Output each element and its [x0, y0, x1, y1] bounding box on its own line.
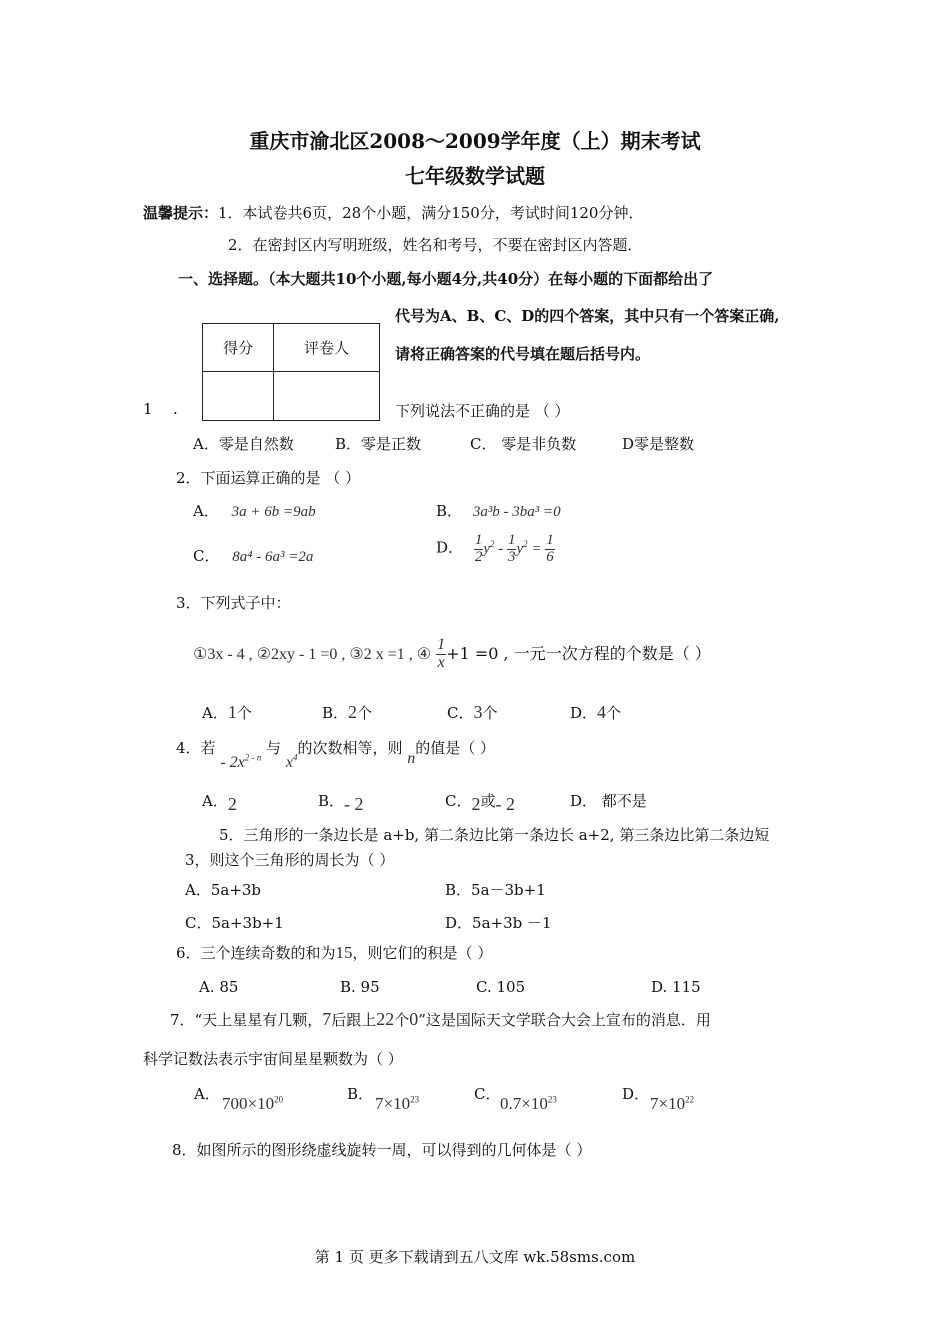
- q5-option-c: C．5a+3b+1: [185, 914, 284, 932]
- q2-option-b: [436, 500, 561, 521]
- q5-option-a: A．5a+3b: [185, 881, 262, 899]
- score-cell[interactable]: [203, 372, 274, 421]
- q6-stem: 6．三个连续奇数的和为15，则它们的积是（ ）: [176, 943, 493, 962]
- q5-line-1: 5．三角形的一条边长是 a+b, 第二条边比第一条边长 a+2, 第三条边比第二条边短: [219, 826, 770, 844]
- q1-option-a: A．零是自然数: [193, 435, 294, 453]
- q7-option-c: $0.7\times 10^{23}$: [500, 1094, 557, 1113]
- tips-line-1: [143, 202, 643, 223]
- q5-option-d: D．5a+3b －1: [445, 914, 552, 932]
- q2-option-d: [436, 533, 555, 566]
- q6-option-d: D. 115: [651, 978, 701, 996]
- q1-option-d: D零是整数: [622, 435, 695, 453]
- q2-b-label: B．: [436, 502, 463, 520]
- exam-subtitle: 七年级数学试题: [405, 164, 545, 188]
- score-table: [202, 323, 380, 421]
- q7-b-label: B．: [347, 1085, 374, 1103]
- q7-line-2: 科学记数法表示宇宙间星星颗数为（ ）: [143, 1050, 403, 1068]
- q3-items: ①3x - 4 , ②2xy - 1 =0 , ③2 x =1 , ④ $\frac{1}{x}$ +1 =0 , 一元一次方程的个数是（ ）: [193, 636, 711, 671]
- q7-c-label: C．: [474, 1085, 501, 1103]
- q5-option-b: B．5a－3b+1: [445, 881, 546, 899]
- q3-option-b: B．2个: [322, 702, 373, 722]
- q3-tail: +1 =0 , 一元一次方程的个数是（ ）: [446, 643, 711, 663]
- q4-expr-2: $x^4$: [285, 752, 298, 771]
- q4-stem: 4．若 - $2x^{2 - n}$ 与 $x^4$的次数相等，则 n的值是（ ）: [176, 739, 496, 771]
- q7-d-label: D．: [622, 1085, 650, 1103]
- q1-number: 1: [143, 400, 153, 418]
- q4-option-b: B．- 2: [318, 792, 364, 814]
- q4-option-a: A．2: [202, 792, 237, 814]
- q1-stem: 下列说法不正确的是 （ ）: [395, 402, 570, 420]
- section-1-line-2: 代号为A、B、C、D的四个答案，其中只有一个答案正确,: [395, 307, 780, 325]
- page-footer: 第 1 页 更多下载请到五八文库 wk.58sms.com: [314, 1248, 636, 1266]
- q5-line-2: 3，则这个三角形的周长为（ ）: [185, 851, 395, 869]
- q6-option-b: B. 95: [340, 978, 380, 996]
- q3-option-c: C．3个: [447, 702, 498, 722]
- q7-line-1: 7．“天上星星有几颗，7后跟上22个0”这是国际天文学联合大会上宣布的消息．用: [170, 1009, 711, 1029]
- q2-d-label: D．: [436, 538, 464, 557]
- q8-stem: 8．如图所示的图形绕虚线旋转一周，可以得到的几何体是（ ）: [172, 1141, 592, 1159]
- q3-stem: 3．下列式子中：: [176, 594, 291, 612]
- q6-option-a: A. 85: [199, 978, 239, 996]
- q2-a-label: A．: [193, 502, 219, 520]
- q2-c-expr: 8a⁴ - 6a³ =2a: [232, 549, 314, 565]
- q2-option-a: [193, 500, 316, 521]
- section-1-heading: 一、选择题。（本大题共10个小题,每小题4分,共40分）在每小题的下面都给出了: [178, 270, 714, 288]
- q2-option-c: [193, 545, 313, 566]
- q4-option-c: C．2或- 2: [445, 792, 515, 814]
- score-header: 得分: [203, 324, 274, 372]
- q6-option-c: C. 105: [476, 978, 526, 996]
- q7-option-a: $700\times 10^{20}$: [222, 1094, 284, 1113]
- q4-n: n: [407, 750, 416, 767]
- q4-option-d: D． 都不是: [570, 792, 647, 810]
- q7-option-b: $7\times 10^{23}$: [375, 1094, 420, 1113]
- q2-d-expr: $\frac{1}{2}$ $y^2$ - $\frac{1}{3}$ $y^2$ = $\frac{1}{6}$: [474, 532, 554, 565]
- q1-option-c: C． 零是非负数: [470, 435, 577, 453]
- q4-expr-1: - $2x^{2 - n}$: [220, 752, 262, 771]
- q7-a-label: A．: [194, 1085, 220, 1103]
- q3-option-d: D．4个: [570, 702, 622, 722]
- grader-header: 评卷人: [274, 324, 380, 372]
- tips-text-1: 1．本试卷共6页，28个小题，满分150分，考试时间120分钟．: [218, 204, 644, 222]
- exam-title: 重庆市渝北区2008～2009学年度（上）期末考试: [249, 129, 701, 153]
- tips-label: 温馨提示：: [143, 204, 219, 222]
- q1-dot: .: [173, 400, 178, 418]
- q3-option-a: A．1个: [202, 702, 252, 722]
- q2-stem: 2．下面运算正确的是 （ ）: [176, 469, 361, 487]
- q2-b-expr: 3a³b - 3ba³ =0: [472, 504, 561, 520]
- q1-option-b: B．零是正数: [335, 435, 422, 453]
- q7-option-d: $7\times 10^{22}$: [650, 1094, 695, 1113]
- tips-line-2: 2．在密封区内写明班级，姓名和考号，不要在密封区内答题．: [228, 236, 643, 254]
- q2-a-expr: 3a + 6b =9ab: [231, 504, 316, 520]
- grader-cell[interactable]: [274, 372, 380, 421]
- q3-equations: ①3x - 4 , ②2xy - 1 =0 , ③2 x =1 , ④: [193, 645, 432, 663]
- q2-c-label: C．: [193, 547, 220, 565]
- section-1-line-3: 请将正确答案的代号填在题后括号内。: [395, 345, 651, 363]
